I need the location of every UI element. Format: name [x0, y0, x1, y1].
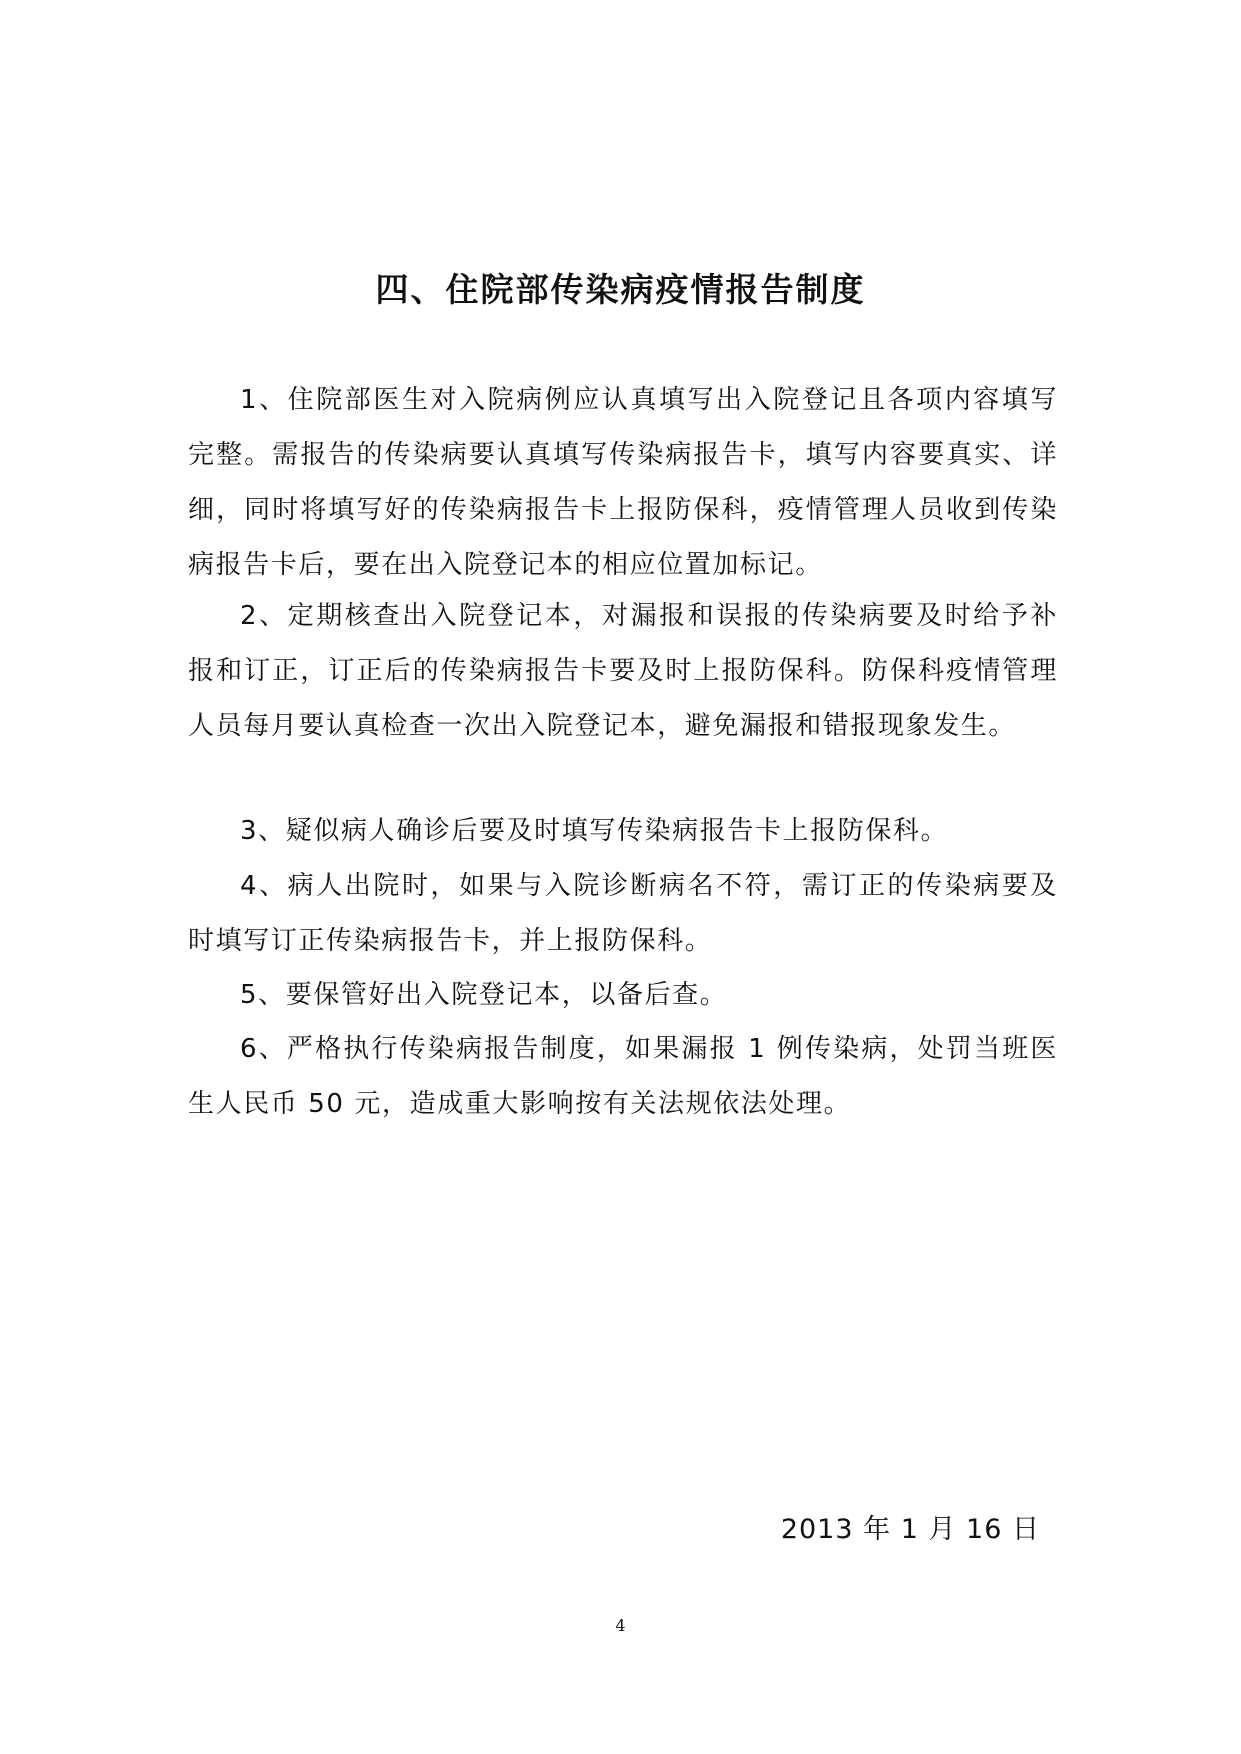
document-date: 2013 年 1 月 16 日 [780, 1514, 1040, 1545]
paragraph-2: 2、定期核查出入院登记本，对漏报和误报的传染病要及时给予补报和订正，订正后的传染病报告卡要及时上报防保科。防保科疫情管理人员每月要认真检查一次出入院登记本，避免漏报和错报现象发生。 [188, 601, 1058, 741]
document-title: 四、住院部传染病疫情报告制度 [375, 270, 866, 309]
paragraph-4: 4、病人出院时，如果与入院诊断病名不符，需订正的传染病要及时填写订正传染病报告卡，并上报防保科。 [188, 871, 1058, 956]
paragraph-6: 6、严格执行传染病报告制度，如果漏报 1 例传染病，处罚当班医生人民币 50 元，造成重大影响按有关法规依法处理。 [188, 1034, 1058, 1119]
paragraph-1: 1、住院部医生对入院病例应认真填写出入院登记且各项内容填写完整。需报告的传染病要认真填写传染病报告卡，填写内容要真实、详细，同时将填写好的传染病报告卡上报防保科，疫情管理人员收到传染病报告卡后，要在出入院登记本的相应位置加标记。 [188, 385, 1058, 580]
paragraph-5: 5、要保管好出入院登记本，以备后查。 [240, 980, 728, 1010]
paragraph-3: 3、疑似病人确诊后要及时填写传染病报告卡上报防保科。 [240, 816, 949, 846]
page-number: 4 [615, 1616, 626, 1635]
